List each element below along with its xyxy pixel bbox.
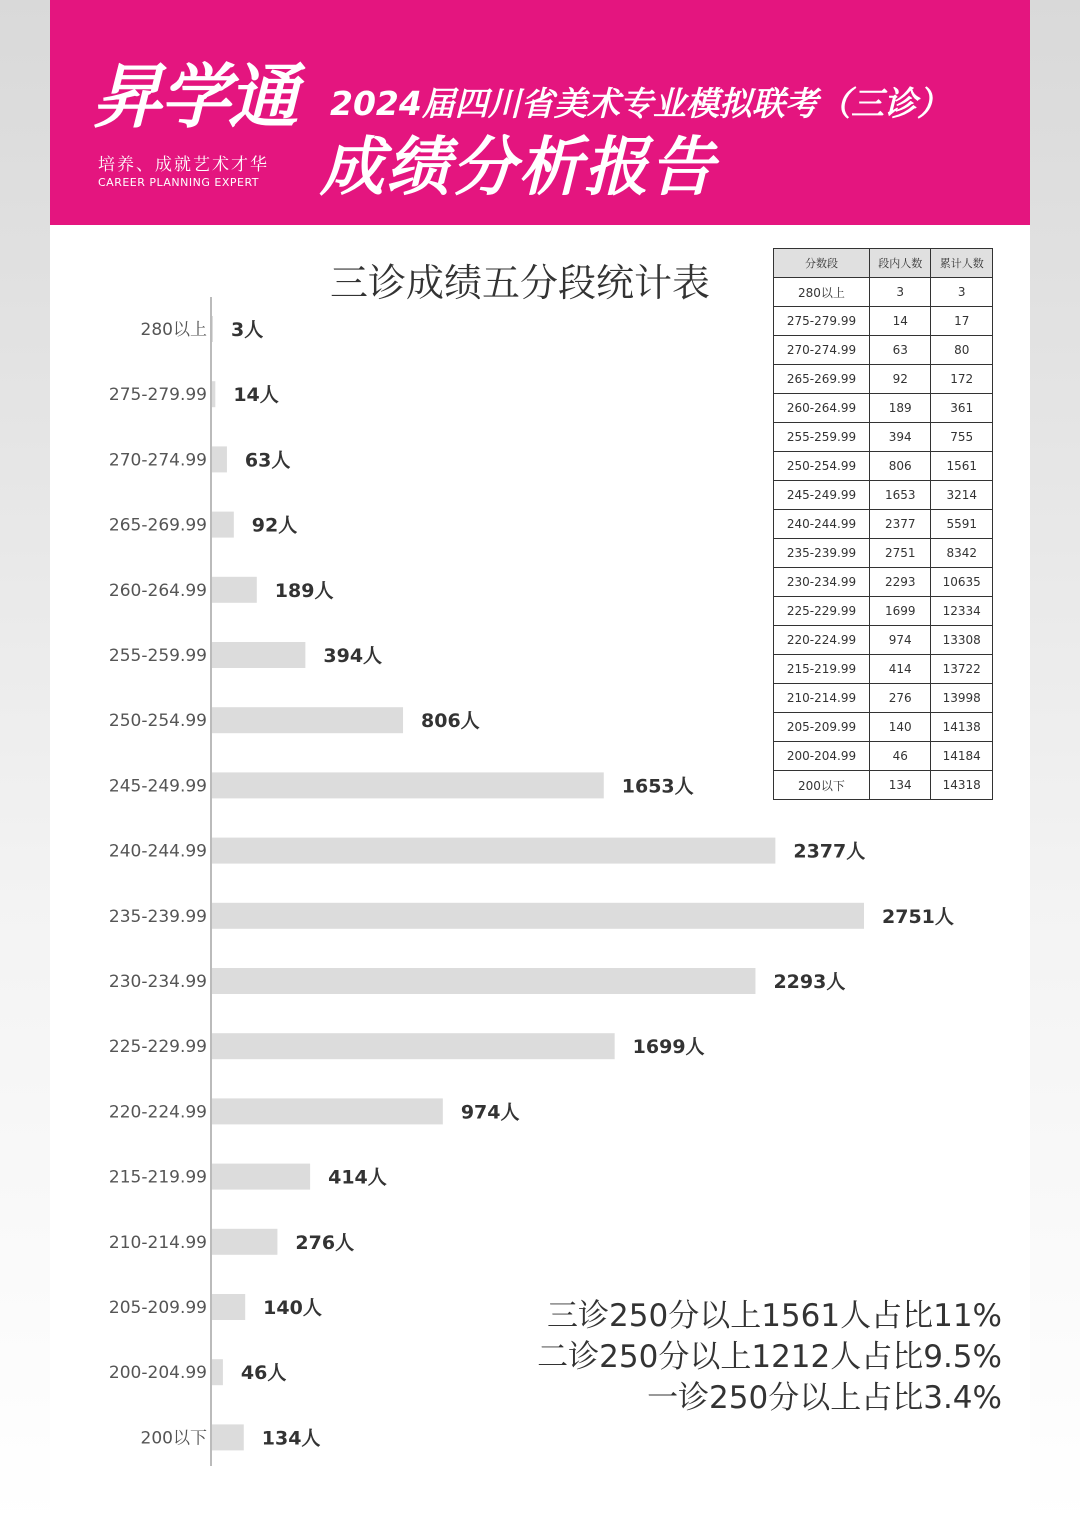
summary-line-second: 二诊250分以上1212人占比9.5% <box>537 1339 1002 1375</box>
table-row <box>774 539 993 568</box>
table-cell: 13308 <box>931 626 993 655</box>
value-label: 189人 <box>274 579 334 602</box>
category-label: 220-224.99 <box>108 1102 207 1123</box>
category-label: 255-259.99 <box>108 646 207 666</box>
summary-line-third: 三诊250分以上1561人占比11% <box>547 1298 1002 1334</box>
table-row <box>774 597 993 626</box>
table-cell: 200以下 <box>774 771 870 800</box>
chart-title: 三诊成绩五分段统计表 <box>330 261 711 305</box>
table-cell: 80 <box>931 336 993 365</box>
category-label: 200-204.99 <box>108 1363 207 1384</box>
table-cell: 265-269.99 <box>774 365 870 394</box>
table-cell: 14 <box>869 307 931 336</box>
value-label: 46人 <box>240 1362 287 1385</box>
report-title: 成绩分析报告 <box>320 131 716 205</box>
bar <box>212 1424 244 1450</box>
table-row <box>774 394 993 423</box>
table-row <box>774 452 993 481</box>
table-cell: 13998 <box>931 684 993 713</box>
table-header-cell: 分数段 <box>774 249 870 278</box>
value-label: 2293人 <box>773 971 846 993</box>
value-label: 14人 <box>233 384 279 407</box>
category-label: 250-254.99 <box>108 711 207 732</box>
table-cell: 205-209.99 <box>774 713 870 742</box>
table-cell: 2751 <box>869 539 931 568</box>
table-row <box>774 423 993 452</box>
table-cell: 414 <box>869 655 931 684</box>
table-cell: 92 <box>869 365 931 394</box>
bar <box>212 316 213 342</box>
value-label: 134人 <box>261 1427 321 1450</box>
logo: 昇学通 <box>92 55 296 138</box>
value-label: 1653人 <box>621 775 694 798</box>
category-label: 265-269.99 <box>108 515 207 536</box>
table-cell: 140 <box>869 713 931 742</box>
table-cell: 2293 <box>869 568 931 597</box>
table-row <box>774 365 993 394</box>
table-cell: 974 <box>869 626 931 655</box>
table-cell: 276 <box>869 684 931 713</box>
table-cell: 230-234.99 <box>774 568 870 597</box>
table-cell: 1699 <box>869 597 931 626</box>
category-label: 200以下 <box>140 1428 207 1449</box>
table-row <box>774 713 993 742</box>
table-cell: 215-219.99 <box>774 655 870 684</box>
category-label: 205-209.99 <box>108 1298 207 1318</box>
table-row <box>774 742 993 771</box>
table-cell: 3 <box>931 278 993 307</box>
bar <box>212 446 227 472</box>
table-cell: 5591 <box>931 510 993 539</box>
value-label: 974人 <box>460 1101 520 1124</box>
summary-line-first: 一诊250分以上占比3.4% <box>647 1380 1002 1416</box>
table-cell: 225-229.99 <box>774 597 870 626</box>
bar <box>212 1098 443 1124</box>
table-cell: 255-259.99 <box>774 423 870 452</box>
table-row <box>774 278 993 307</box>
table-cell: 260-264.99 <box>774 394 870 423</box>
table-cell: 3 <box>869 278 931 307</box>
bar <box>212 381 215 407</box>
logo-english-slogan: CAREER PLANNING EXPERT <box>98 176 260 189</box>
table-row <box>774 626 993 655</box>
table-cell: 1561 <box>931 452 993 481</box>
bar <box>212 772 604 798</box>
value-label: 2377人 <box>793 840 866 863</box>
table-cell: 220-224.99 <box>774 626 870 655</box>
table-cell: 172 <box>931 365 993 394</box>
bar <box>212 512 234 538</box>
table-cell: 235-239.99 <box>774 539 870 568</box>
bar <box>212 707 403 733</box>
category-label: 280以上 <box>140 320 207 340</box>
table-cell: 3214 <box>931 481 993 510</box>
table-cell: 806 <box>869 452 931 481</box>
bar <box>212 1229 277 1255</box>
bar <box>212 1164 310 1190</box>
value-label: 806人 <box>421 710 480 733</box>
table-cell: 12334 <box>931 597 993 626</box>
table-cell: 250-254.99 <box>774 452 870 481</box>
bar <box>212 577 257 603</box>
category-label: 270-274.99 <box>108 450 207 471</box>
value-label: 63人 <box>244 449 291 472</box>
bar <box>212 1033 615 1059</box>
table-row <box>774 771 993 800</box>
table-row <box>774 481 993 510</box>
category-label: 275-279.99 <box>108 385 207 406</box>
table-cell: 200-204.99 <box>774 742 870 771</box>
report-subtitle: 2024届四川省美术专业模拟联考（三诊） <box>330 84 950 123</box>
table-header-cell: 段内人数 <box>869 249 931 278</box>
table-cell: 8342 <box>931 539 993 568</box>
value-label: 394人 <box>323 645 383 667</box>
table-row <box>774 655 993 684</box>
category-label: 235-239.99 <box>108 906 207 927</box>
table-cell: 245-249.99 <box>774 481 870 510</box>
table-cell: 361 <box>931 394 993 423</box>
table-row <box>774 510 993 539</box>
table-cell: 2377 <box>869 510 931 539</box>
value-label: 414人 <box>328 1166 387 1189</box>
table-row <box>774 336 993 365</box>
value-label: 2751人 <box>882 905 954 928</box>
table-cell: 17 <box>931 307 993 336</box>
table-cell: 46 <box>869 742 931 771</box>
category-label: 245-249.99 <box>108 776 207 797</box>
value-label: 3人 <box>231 319 264 341</box>
table-row <box>774 684 993 713</box>
table-cell: 13722 <box>931 655 993 684</box>
value-label: 140人 <box>263 1297 322 1319</box>
table-cell: 189 <box>869 394 931 423</box>
bar <box>212 968 755 994</box>
bar <box>212 1294 245 1320</box>
table-cell: 275-279.99 <box>774 307 870 336</box>
score-distribution-table <box>773 248 993 800</box>
value-label: 276人 <box>295 1231 355 1254</box>
logo-slogan: 培养、成就艺术才华 <box>98 155 269 175</box>
table-cell: 63 <box>869 336 931 365</box>
table-cell: 14138 <box>931 713 993 742</box>
table-cell: 10635 <box>931 568 993 597</box>
table-cell: 280以上 <box>774 278 870 307</box>
table-cell: 394 <box>869 423 931 452</box>
table-cell: 270-274.99 <box>774 336 870 365</box>
bar <box>212 1359 223 1385</box>
table-cell: 210-214.99 <box>774 684 870 713</box>
bar <box>212 642 305 668</box>
table-cell: 1653 <box>869 481 931 510</box>
value-label: 1699人 <box>632 1036 705 1059</box>
table-row <box>774 568 993 597</box>
table-cell: 14184 <box>931 742 993 771</box>
category-label: 260-264.99 <box>108 580 207 601</box>
bar <box>212 903 864 929</box>
table-header-row <box>774 249 993 278</box>
category-label: 230-234.99 <box>108 972 207 992</box>
table-header-cell: 累计人数 <box>931 249 993 278</box>
table-cell: 134 <box>869 771 931 800</box>
bar <box>212 838 775 864</box>
category-label: 240-244.99 <box>108 841 207 862</box>
category-label: 215-219.99 <box>108 1167 207 1188</box>
table-row <box>774 307 993 336</box>
table-cell: 240-244.99 <box>774 510 870 539</box>
table-cell: 755 <box>931 423 993 452</box>
category-label: 225-229.99 <box>108 1037 207 1058</box>
table-cell: 14318 <box>931 771 993 800</box>
value-label: 92人 <box>251 514 298 537</box>
category-label: 210-214.99 <box>108 1232 207 1253</box>
